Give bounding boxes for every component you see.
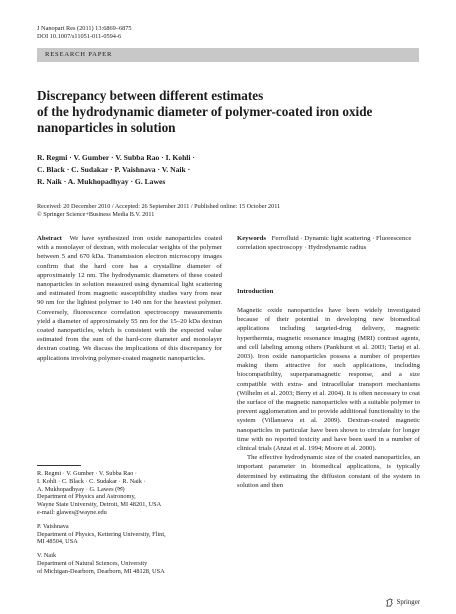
introduction-body bbox=[237, 306, 420, 490]
abstract bbox=[37, 234, 222, 363]
publication-dates bbox=[37, 203, 427, 219]
section-bar: RESEARCH PAPER bbox=[37, 48, 419, 62]
journal-citation bbox=[37, 25, 132, 41]
affiliation-line: I. Kohli · C. Black · C. Sudakar · R. Naik · bbox=[37, 477, 146, 485]
springer-logo bbox=[385, 598, 420, 607]
keywords-heading: Keywords bbox=[237, 235, 266, 242]
publisher-name: Springer bbox=[396, 599, 420, 606]
keywords bbox=[237, 234, 420, 252]
received-line: Received: 20 December 2010 / Accepted: 26 September 2011 / Published online: 15 October 2011 bbox=[37, 203, 281, 210]
affiliation-line: Department of Physics, Kettering University, Flint, bbox=[37, 530, 166, 538]
affiliation-block bbox=[37, 552, 222, 575]
affiliation-line: A. Mukhopadhyay · G. Lawes (✉) bbox=[37, 485, 125, 493]
springer-horse-icon bbox=[385, 598, 394, 607]
affiliations bbox=[37, 470, 222, 582]
affiliation-block bbox=[37, 470, 222, 517]
affiliation-line: Wayne State University, Detroit, MI 48201, USA bbox=[37, 501, 162, 509]
affiliation-line: P. Vaishnava bbox=[37, 522, 69, 530]
affiliation-block bbox=[37, 523, 222, 546]
title-line: Discrepancy between different estimates bbox=[37, 88, 264, 103]
copyright-line: © Springer Science+Business Media B.V. 2011 bbox=[37, 211, 155, 218]
affiliation-line: of Michigan-Dearborn, Dearborn, MI 48128, USA bbox=[37, 567, 165, 575]
paper-title bbox=[37, 88, 427, 136]
introduction-paragraph: Magnetic oxide nanoparticles have been widely investigated because of their potential in developing new biomedical applications including targeted-drug delivery, magnetic hyperthermia, magnetic resonance imaging (MRI) contrast agents, and cell labeling among others (Pankhurst et al. 2003; Tartaj et al. 2003). Iron oxide nanoparticles possess a number of properties making them attractive for such applications, including biocompatibility, superparamagnetic response, and a size compatible with extra- and intracellular transport mechanisms (Wilhelm et al. 2003; Berry et al. 2004). It is often necessary to coat the surface of the magnetic nanoparticles with a suitable polymer to prevent agglomeration and to provide additional functionality to the system (Villanueva et al. 2009). Dextran-coated magnetic nanoparticles in particular have been shown to circulate for longer time with no reported toxicity and have been used in a number of clinical trials (Anzai et al. 1994; Moore et al. 2000). bbox=[237, 307, 420, 453]
author-list bbox=[37, 152, 337, 188]
affiliation-line: Department of Physics and Astronomy, bbox=[37, 493, 136, 501]
introduction-heading: Introduction bbox=[237, 288, 274, 295]
author-line: R. Regmi · V. Gumber · V. Subba Rao · I. Kohli · bbox=[37, 153, 195, 162]
abstract-text: We have synthesized iron oxide nanoparticles coated with a monolayer of dextran, with molecular weights of the polymer between 5 and 670 kDa. Transmission electron microscopy images confirm that the hard core has a crystalline diameter of approximately 12 nm. The hydrodynamic diameters of these coated nanoparticles in solution measured using dynamical light scattering and estimated from magnetic susceptibility studies vary from near 90 nm for the lightest polymer to 140 nm for the heaviest polymer. Conversely, fluorescence correlation spectroscopy measurements yield a diameter of approximately 55 nm for the 15–20 kDa dextran coated nanoparticles, which is consistent with the expected value estimated from the sum of the hard-core diameter and monolayer dextran coating. We discuss the implications of this discrepancy for applications involving polymer-coated magnetic nanoparticles. bbox=[37, 235, 222, 362]
affiliation-line: Department of Natural Sciences, University bbox=[37, 559, 148, 567]
introduction-paragraph: The effective hydrodynamic size of the coated nanoparticles, an important parameter in biomedical applications, is typically determined by estimating the diffusion constant of the system in solution and then bbox=[237, 454, 420, 489]
footnote-divider bbox=[37, 465, 81, 466]
doi-line: DOI 10.1007/s11051-011-0594-6 bbox=[37, 33, 122, 40]
author-line: R. Naik · A. Mukhopadhyay · G. Lawes bbox=[37, 177, 166, 186]
title-line: nanoparticles in solution bbox=[37, 120, 176, 135]
affiliation-line: MI 48504, USA bbox=[37, 538, 78, 546]
author-line: C. Black · C. Sudakar · P. Vaishnava · V. Naik · bbox=[37, 165, 191, 174]
keywords-text: Ferrofluid · Dynamic light scattering · Fluorescence correlation spectroscopy · Hydrodynamic radius bbox=[237, 235, 412, 252]
title-line: of the hydrodynamic diameter of polymer-coated iron oxide bbox=[37, 104, 373, 119]
journal-line: J Nanopart Res (2011) 13:6869–6875 bbox=[37, 25, 132, 32]
email-line[interactable]: e-mail: glawes@wayne.edu bbox=[37, 508, 107, 516]
affiliation-line: V. Naik bbox=[37, 552, 57, 560]
abstract-heading: Abstract bbox=[37, 235, 62, 242]
affiliation-line: R. Regmi · V. Gumber · V. Subba Rao · bbox=[37, 470, 137, 477]
